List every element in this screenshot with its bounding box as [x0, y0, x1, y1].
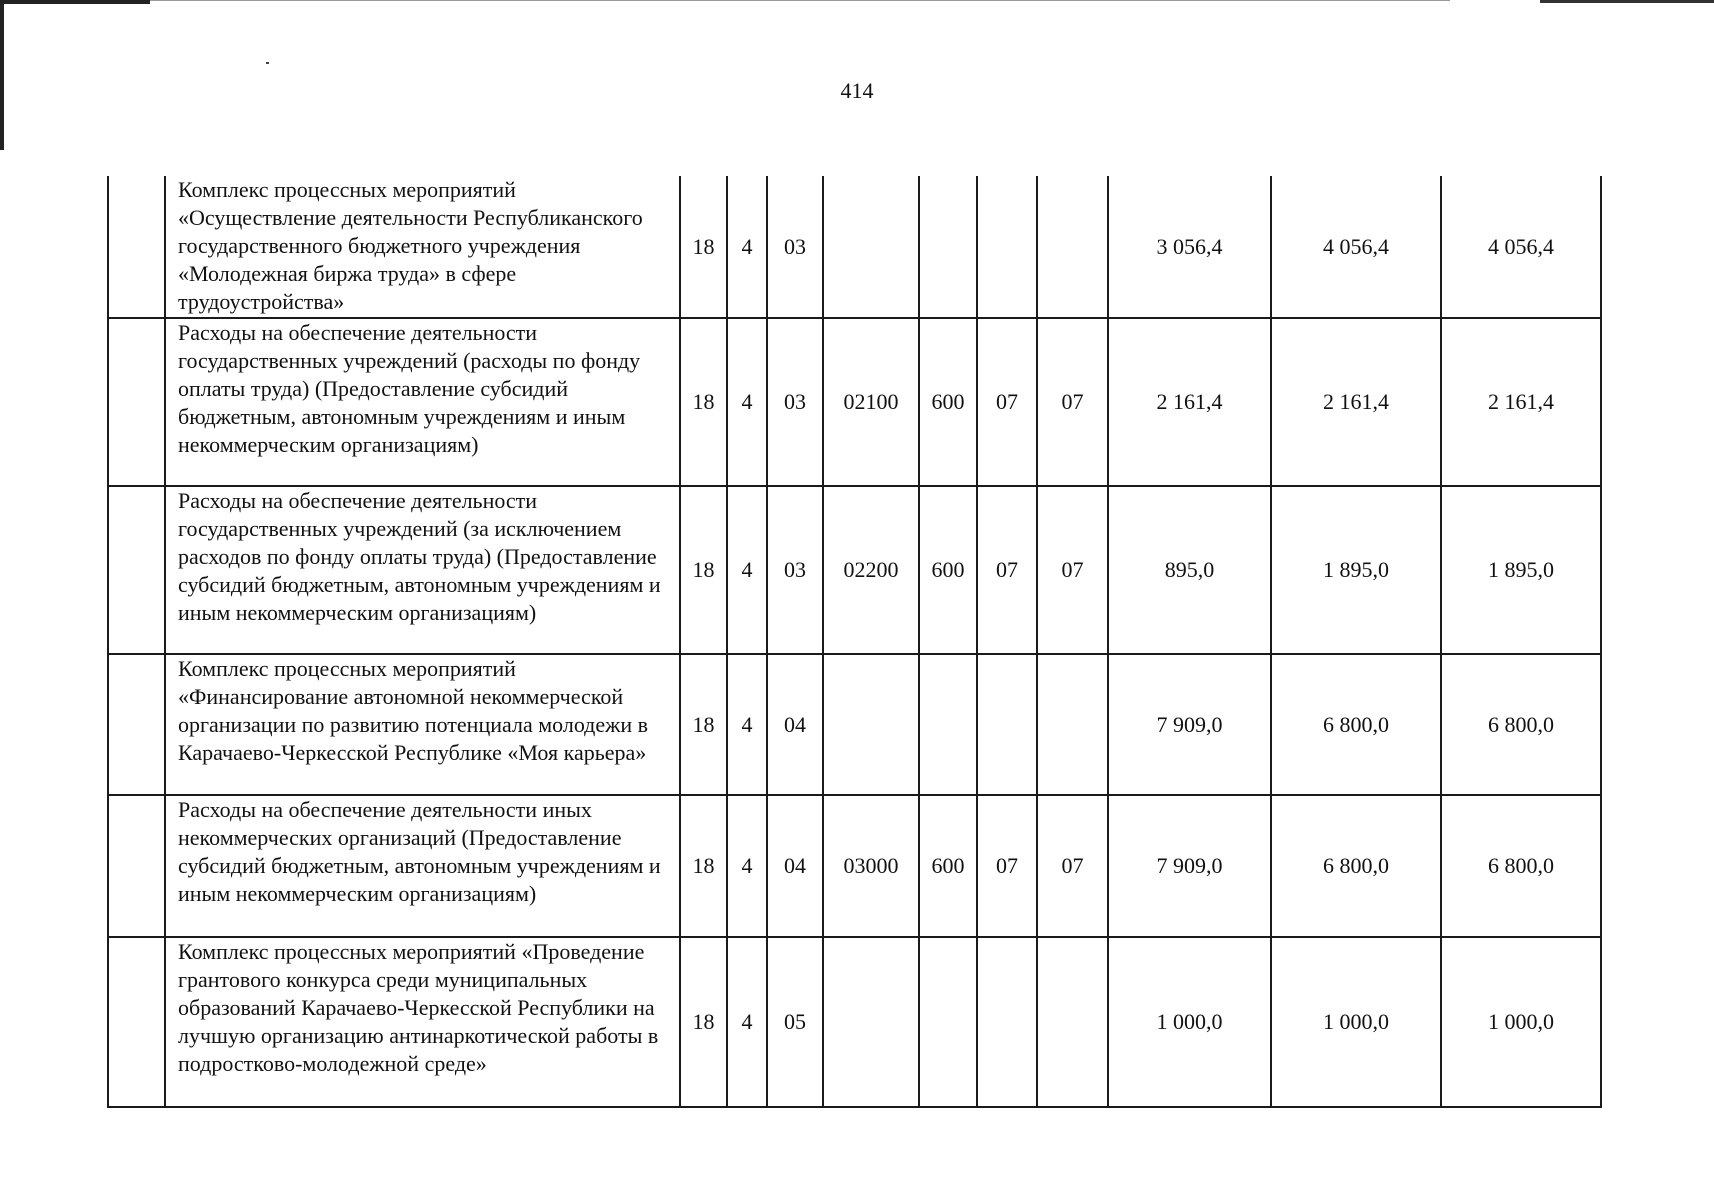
amount-cell: 6 800,0: [1441, 654, 1601, 795]
amount-cell: 4 056,4: [1271, 176, 1441, 318]
code-cell: 4: [727, 795, 767, 937]
table-row: [108, 795, 1601, 937]
code-cell: 18: [680, 795, 727, 937]
amount-cell: 7 909,0: [1108, 795, 1271, 937]
code-cell: 4: [727, 176, 767, 318]
code-cell: 600: [919, 795, 977, 937]
code-cell: 18: [680, 937, 727, 1107]
row-name-cell: Комплекс процессных мероприятий «Осуществление деятельности Республиканского государственного бюджетного учреждения «Молодежная биржа труда» в сфере трудоустройства»: [165, 176, 680, 318]
code-cell: 07: [1037, 318, 1108, 486]
code-cell: 07: [1037, 486, 1108, 654]
scan-edge-left: [0, 0, 4, 150]
budget-table: [107, 176, 1602, 1108]
table-row: [108, 176, 1601, 318]
code-cell: [1037, 654, 1108, 795]
amount-cell: 1 895,0: [1271, 486, 1441, 654]
amount-cell: 1 000,0: [1108, 937, 1271, 1107]
table-row: [108, 937, 1601, 1107]
table-row: [108, 486, 1601, 654]
amount-cell: 6 800,0: [1271, 795, 1441, 937]
code-cell: [977, 654, 1037, 795]
amount-cell: 1 895,0: [1441, 486, 1601, 654]
amount-cell: 6 800,0: [1441, 795, 1601, 937]
row-name-cell: Расходы на обеспечение деятельности государственных учреждений (расходы по фонду оплаты труда) (Предоставление субсидий бюджетным, автономным учреждениям и иным некоммерческим организациям): [165, 318, 680, 486]
code-cell: 04: [767, 654, 823, 795]
row-name-cell: Расходы на обеспечение деятельности государственных учреждений (за исключением расходов по фонду оплаты труда) (Предоставление субсидий бюджетным, автономным учреждениям и иным некоммерческим организациям): [165, 486, 680, 654]
code-cell: 4: [727, 937, 767, 1107]
code-cell: [1037, 176, 1108, 318]
code-cell: 600: [919, 486, 977, 654]
code-cell: 03: [767, 486, 823, 654]
row-number-cell: [108, 486, 165, 654]
code-cell: 07: [977, 486, 1037, 654]
code-cell: 05: [767, 937, 823, 1107]
amount-cell: 2 161,4: [1108, 318, 1271, 486]
row-number-cell: [108, 937, 165, 1107]
code-cell: 07: [977, 318, 1037, 486]
code-cell: [977, 176, 1037, 318]
table-row: [108, 318, 1601, 486]
row-name-cell: Комплекс процессных мероприятий «Проведение грантового конкурса среди муниципальных образований Карачаево-Черкесской Республики на лучшую организацию антинаркотической работы в подростково-молодежной среде»: [165, 937, 680, 1107]
code-cell: 4: [727, 654, 767, 795]
table-row: [108, 654, 1601, 795]
row-name-cell: Комплекс процессных мероприятий «Финансирование автономной некоммерческой организации по развитию потенциала молодежи в Карачаево-Черкесской Республике «Моя карьера»: [165, 654, 680, 795]
row-name-cell: Расходы на обеспечение деятельности иных некоммерческих организаций (Предоставление субсидий бюджетным, автономным учреждениям и иным некоммерческим организациям): [165, 795, 680, 937]
amount-cell: 7 909,0: [1108, 654, 1271, 795]
code-cell: [919, 654, 977, 795]
row-number-cell: [108, 654, 165, 795]
code-cell: [823, 176, 919, 318]
amount-cell: 895,0: [1108, 486, 1271, 654]
amount-cell: 1 000,0: [1441, 937, 1601, 1107]
code-cell: 4: [727, 318, 767, 486]
code-cell: [823, 654, 919, 795]
row-number-cell: [108, 318, 165, 486]
code-cell: 4: [727, 486, 767, 654]
amount-cell: 1 000,0: [1271, 937, 1441, 1107]
code-cell: 18: [680, 176, 727, 318]
page-number: 414: [840, 78, 874, 103]
amount-cell: 3 056,4: [1108, 176, 1271, 318]
amount-cell: 2 161,4: [1271, 318, 1441, 486]
scan-speck: [266, 62, 269, 64]
code-cell: 600: [919, 318, 977, 486]
code-cell: [1037, 937, 1108, 1107]
code-cell: [823, 937, 919, 1107]
code-cell: [919, 937, 977, 1107]
code-cell: 07: [1037, 795, 1108, 937]
code-cell: 03: [767, 176, 823, 318]
scan-edge-top: [0, 0, 150, 4]
code-cell: 02200: [823, 486, 919, 654]
code-cell: 03000: [823, 795, 919, 937]
code-cell: 18: [680, 318, 727, 486]
amount-cell: 4 056,4: [1441, 176, 1601, 318]
scan-edge-top-right: [1540, 0, 1714, 3]
code-cell: 18: [680, 486, 727, 654]
amount-cell: 2 161,4: [1441, 318, 1601, 486]
amount-cell: 6 800,0: [1271, 654, 1441, 795]
code-cell: 07: [977, 795, 1037, 937]
code-cell: 04: [767, 795, 823, 937]
row-number-cell: [108, 795, 165, 937]
code-cell: 03: [767, 318, 823, 486]
code-cell: 02100: [823, 318, 919, 486]
code-cell: 18: [680, 654, 727, 795]
row-number-cell: [108, 176, 165, 318]
code-cell: [977, 937, 1037, 1107]
scan-edge-top-line: [150, 0, 1450, 1]
code-cell: [919, 176, 977, 318]
